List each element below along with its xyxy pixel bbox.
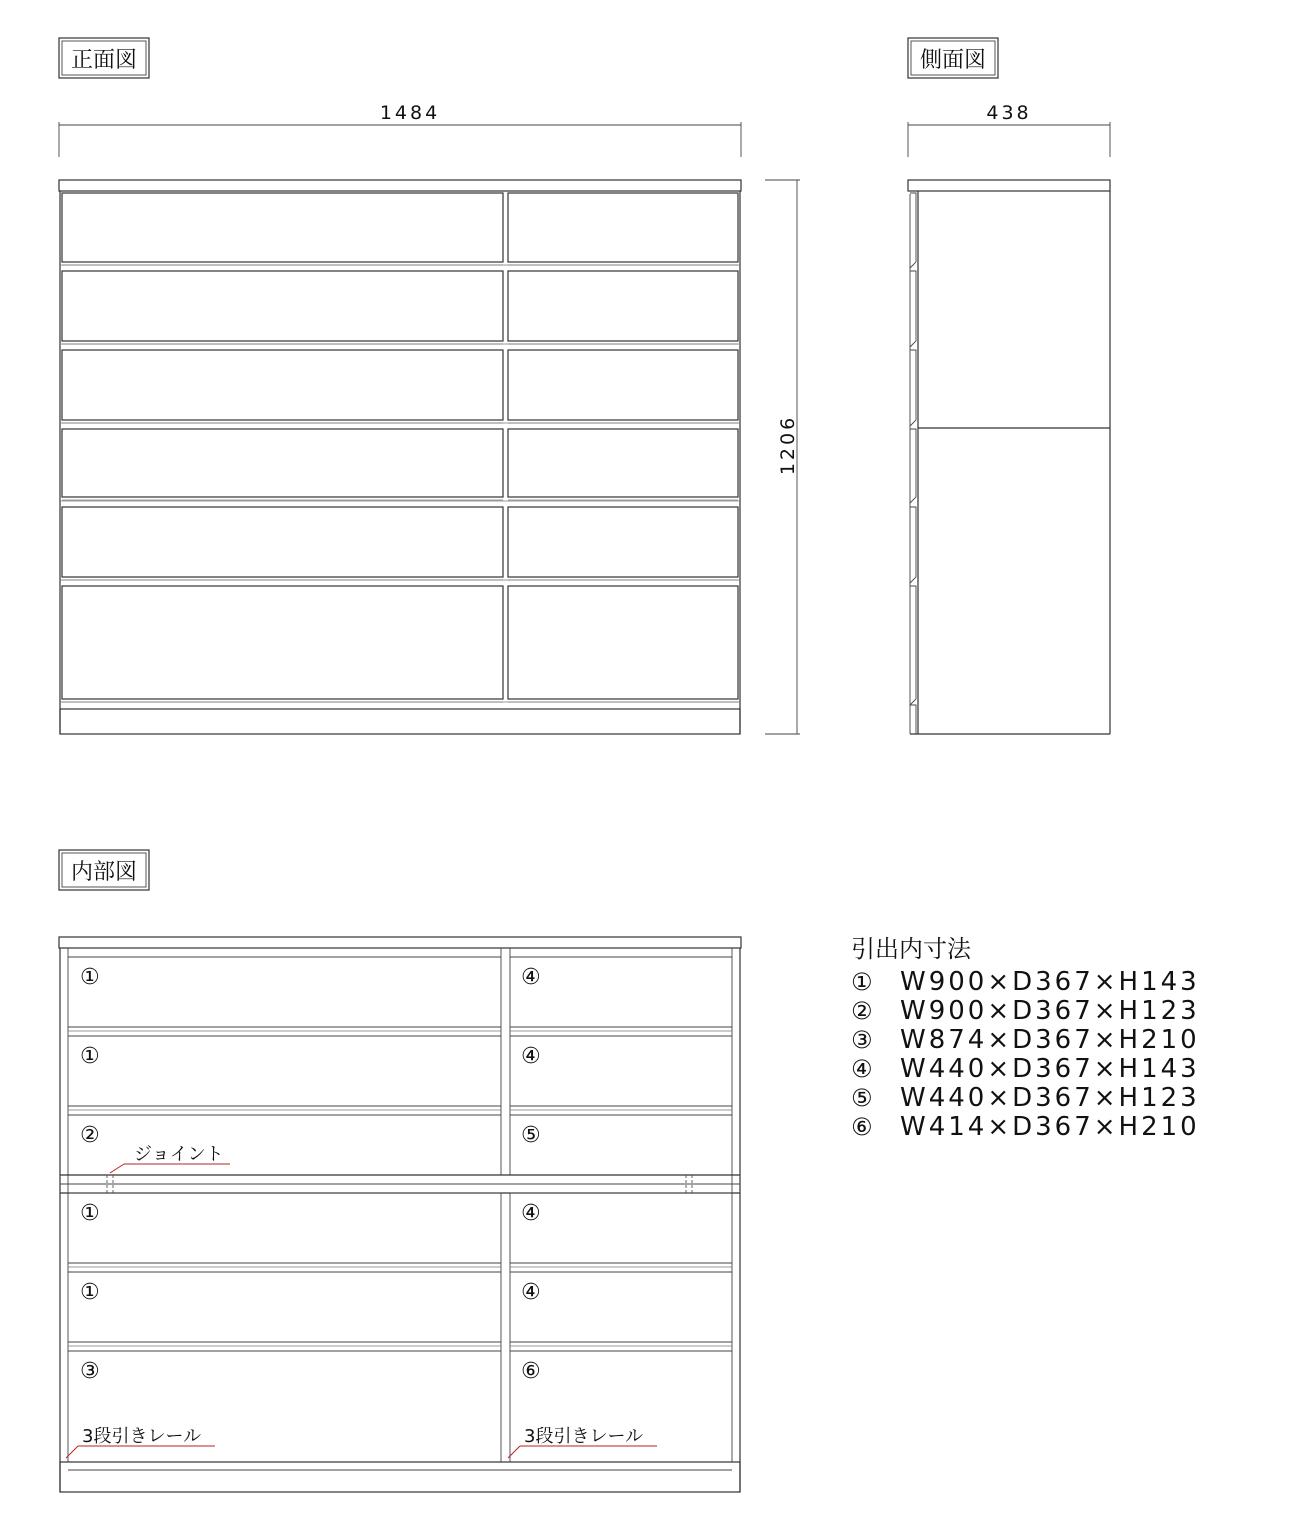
spec-mark: ③ [851, 1026, 873, 1054]
interior-plinth [60, 1462, 740, 1492]
rail-callout-right [508, 1426, 657, 1458]
joint-callout [110, 1144, 230, 1173]
interior-right-mark-6: ⑥ [521, 1359, 541, 1384]
interior-cell-3-right [510, 1115, 732, 1148]
spec-value: W900×D367×H123 [900, 996, 1200, 1026]
front-drawer-2-right [508, 271, 738, 344]
spec-mark: ⑥ [851, 1113, 873, 1141]
side-depth-dimension [908, 102, 1110, 157]
rail-label-right: 3段引きレール [524, 1426, 644, 1447]
side-drawer-front-2 [910, 271, 916, 347]
spec-rows [851, 967, 1200, 1142]
spec-value: W440×D367×H143 [900, 1054, 1200, 1084]
interior-cell-4-right [510, 1193, 732, 1263]
front-drawer-3-left [62, 350, 503, 423]
spec-row-1 [851, 967, 1200, 997]
spec-mark: ④ [851, 1055, 873, 1083]
spec-value: W874×D367×H210 [900, 1025, 1200, 1055]
interior-cell-1-right [510, 957, 732, 1027]
spec-row-5 [851, 1083, 1200, 1113]
front-height-dimension [765, 180, 800, 734]
interior-left-mark-5: ① [80, 1280, 100, 1305]
spec-row-2 [851, 996, 1200, 1026]
front-drawer-1-right [508, 193, 738, 265]
front-drawers [60, 193, 740, 702]
front-width-label: 1484 [379, 102, 441, 124]
interior-right-mark-1: ④ [521, 965, 541, 990]
front-drawer-5-left [62, 507, 503, 580]
interior-cell-2-right [510, 1036, 732, 1106]
interior-right-mark-2: ④ [521, 1044, 541, 1069]
front-plinth [60, 709, 740, 734]
spec-row-3 [851, 1025, 1200, 1055]
front-view-title: 正面図 [70, 48, 138, 73]
interior-cell-6-right [510, 1351, 732, 1384]
spec-value: W900×D367×H143 [900, 967, 1200, 997]
interior-cell-2-left [68, 1036, 501, 1106]
front-drawer-1-left [62, 193, 503, 265]
front-drawer-6-left [62, 586, 503, 702]
interior-cell-4-left [68, 1193, 501, 1263]
joint-label: ジョイント [134, 1144, 224, 1165]
front-height-label: 1206 [777, 414, 799, 476]
interior-right-mark-5: ④ [521, 1280, 541, 1305]
interior-right-mark-3: ⑤ [521, 1123, 541, 1148]
interior-cell-5-right [510, 1272, 732, 1342]
side-drawer-fronts [910, 193, 916, 734]
side-depth-label: 438 [986, 102, 1032, 124]
side-drawer-front-6 [910, 586, 916, 705]
interior-top-board [59, 937, 741, 948]
side-drawer-front-5 [910, 507, 916, 583]
side-drawer-front-3 [910, 350, 916, 426]
side-drawer-front-1 [910, 193, 916, 268]
front-top-board [59, 180, 741, 191]
interior-cell-5-left [68, 1272, 501, 1342]
rail-label-left: 3段引きレール [82, 1426, 202, 1447]
front-view [59, 38, 800, 734]
side-view [908, 38, 1110, 734]
front-drawer-3-right [508, 350, 738, 423]
interior-left-mark-3: ② [80, 1123, 100, 1148]
front-drawer-4-left [62, 429, 503, 500]
spec-list [851, 935, 1200, 1142]
spec-row-4 [851, 1054, 1200, 1084]
spec-mark: ① [851, 968, 873, 996]
spec-row-6 [851, 1112, 1200, 1142]
spec-value: W440×D367×H123 [900, 1083, 1200, 1113]
interior-left-mark-6: ③ [80, 1359, 100, 1384]
spec-mark: ⑤ [851, 1084, 873, 1112]
side-plinth [910, 705, 916, 734]
interior-right-mark-4: ④ [521, 1201, 541, 1226]
spec-title: 引出内寸法 [851, 935, 971, 963]
interior-view [59, 850, 741, 1492]
front-width-dimension [59, 102, 741, 157]
spec-mark: ② [851, 997, 873, 1025]
interior-view-title: 内部図 [70, 860, 138, 885]
spec-value: W414×D367×H210 [900, 1112, 1200, 1142]
front-drawer-4-right [508, 429, 738, 500]
interior-cell-6-left [68, 1351, 501, 1384]
side-drawer-front-4 [910, 429, 916, 503]
interior-left-mark-2: ① [80, 1044, 100, 1069]
front-drawer-5-right [508, 507, 738, 580]
side-top-board [908, 180, 1110, 191]
interior-cell-1-left [68, 957, 501, 1027]
side-view-title: 側面図 [919, 48, 987, 73]
rail-callout-left [66, 1426, 215, 1458]
interior-left-mark-1: ① [80, 965, 100, 990]
interior-left-mark-4: ① [80, 1201, 100, 1226]
front-drawer-6-right [508, 586, 738, 702]
front-drawer-2-left [62, 271, 503, 344]
interior-cell-3-left [68, 1115, 501, 1148]
interior-drawer-spaces [68, 957, 732, 1384]
